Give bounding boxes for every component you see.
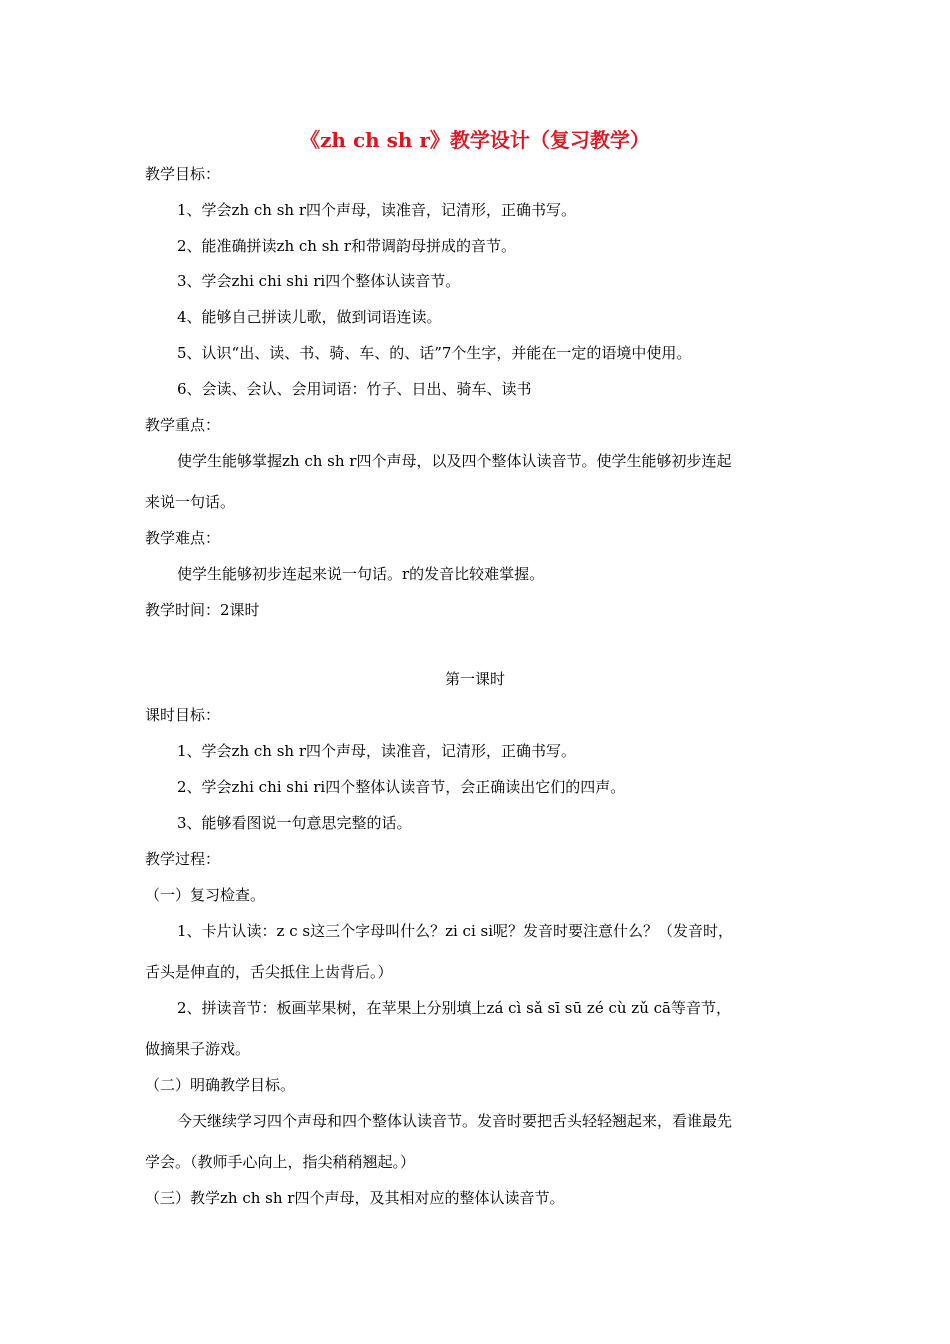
process-heading: 教学过程： (145, 850, 221, 868)
goals-heading: 教学目标： (145, 165, 221, 183)
goal-item-2: 2、能准确拼读zh ch sh r和带调韵母拼成的音节。 (177, 237, 517, 255)
key-points-text-1: 使学生能够掌握zh ch sh r四个声母，以及四个整体认读音节。使学生能够初步连起 (177, 452, 732, 470)
step1-item2-line1: 2、拼读音节：板画苹果树，在苹果上分别填上zá cì sǎ sī sū zé cù zǔ cā等音节， (177, 999, 731, 1017)
difficulties-text: 使学生能够初步连起来说一句话。r的发音比较难掌握。 (177, 565, 545, 583)
step2-line2: 学会。（教师手心向上，指尖稍稍翘起。） (145, 1153, 416, 1171)
goal-item-3: 3、学会zhi chi shi ri四个整体认读音节。 (177, 272, 461, 290)
lesson1-goal-1: 1、学会zh ch sh r四个声母，读准音，记清形，正确书写。 (177, 742, 577, 760)
step2-line1: 今天继续学习四个声母和四个整体认读音节。发音时要把舌头轻轻翘起来，看谁最先 (177, 1112, 733, 1130)
key-points-text-2: 来说一句话。 (145, 493, 236, 511)
step1-item1-line1: 1、卡片认读：z c s这三个字母叫什么？zi ci si呢？发音时要注意什么？（发音时， (177, 922, 734, 940)
goal-item-1: 1、学会zh ch sh r四个声母，读准音，记清形，正确书写。 (177, 201, 577, 219)
goal-item-4: 4、能够自己拼读儿歌，做到词语连读。 (177, 308, 442, 326)
step1-heading: （一）复习检查。 (145, 886, 266, 904)
difficulties-heading: 教学难点： (145, 529, 221, 547)
step1-item1-line2: 舌头是伸直的，舌尖抵住上齿背后。） (145, 963, 393, 981)
lesson1-goals-heading: 课时目标： (145, 706, 221, 724)
lesson1-heading: 第一课时 (444, 670, 505, 688)
lesson1-goal-3: 3、能够看图说一句意思完整的话。 (177, 814, 412, 832)
lesson1-goal-2: 2、学会zhi chi shi ri四个整体认读音节，会正确读出它们的四声。 (177, 778, 626, 796)
goal-item-5: 5、认识“出、读、书、骑、车、的、话”7个生字，并能在一定的语境中使用。 (177, 344, 692, 362)
step1-item2-line2: 做摘果子游戏。 (145, 1040, 251, 1058)
step3-heading: （三）教学zh ch sh r四个声母，及其相对应的整体认读音节。 (145, 1189, 565, 1207)
teaching-time: 教学时间：2课时 (145, 601, 260, 619)
key-points-heading: 教学重点： (145, 416, 221, 434)
step2-heading: （二）明确教学目标。 (145, 1076, 296, 1094)
goal-item-6: 6、会读、会认、会用词语：竹子、日出、骑车、读书 (177, 380, 532, 398)
document-title: 《zh ch sh r》教学设计（复习教学） (300, 128, 650, 152)
